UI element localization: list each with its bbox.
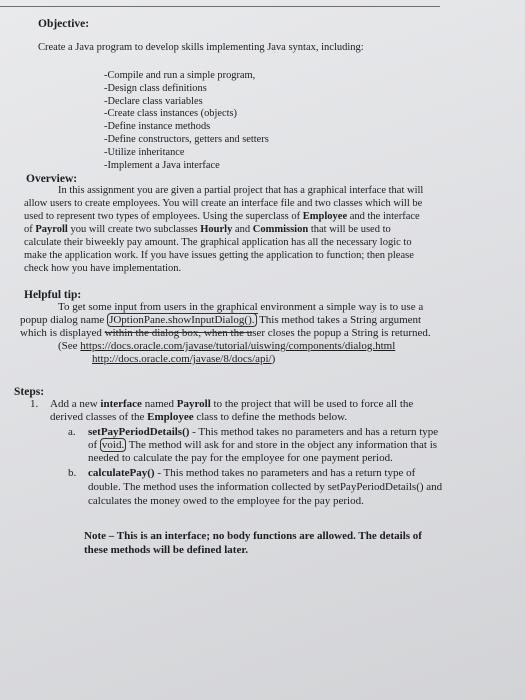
list-item: -Design class definitions	[104, 82, 207, 94]
list-item: -Define instance methods	[104, 121, 211, 133]
overview-line: of Payroll you will create two subclasses Hourly and Commission that will be used to	[24, 224, 391, 235]
step-line: derived classes of the Employee class to define the methods below.	[50, 411, 348, 423]
overview-line: In this assignment you are given a partial project that has a graphical interface that will	[58, 185, 424, 196]
tip-line: which is displayed within the dialog box, when the user closes the popup a String is returned.	[20, 327, 431, 339]
tip-line: popup dialog name JOptionPane.showInputDialog(). This method takes a String argument	[20, 314, 422, 326]
overview-line: make the application work. If you have issues getting the application to function; then please	[24, 250, 414, 261]
list-item: -Define constructors, getters and setters	[104, 133, 269, 145]
note-line: Note – This is an interface; no body functions are allowed. The details of	[84, 530, 422, 542]
oracle-dialog-link[interactable]: https://docs.oracle.com/javase/tutorial/uiswing/components/dialog.html	[80, 340, 396, 352]
sub-line: needed to calculate the pay for the employee for one payment period.	[88, 452, 393, 464]
sub-line: calculates the money owed to the employee for the pay period.	[88, 495, 364, 507]
step-line: Add a new interface named Payroll to the project that will be used to force all the	[50, 398, 414, 410]
tip-line: (See https://docs.oracle.com/javase/tutorial/uiswing/components/dialog.html	[58, 340, 396, 352]
list-item: -Compile and run a simple program,	[104, 70, 256, 81]
objective-intro: Create a Java program to develop skills implementing Java syntax, including:	[38, 42, 364, 53]
sub-marker: a.	[68, 426, 76, 438]
step-number: 1.	[30, 398, 39, 410]
list-item: -Utilize inheritance	[104, 146, 185, 158]
steps-heading: Steps:	[14, 386, 45, 398]
tip-line: To get some input from users in the graphical environment a simple way is to use a	[58, 301, 424, 313]
overview-line: check how you have implementation.	[24, 263, 182, 274]
tip-heading: Helpful tip:	[24, 289, 82, 301]
overview-line: calculate their biweekly pay amount. The graphical application has all the necessary logic to	[24, 237, 412, 248]
note-line: these methods will be defined later.	[84, 544, 248, 556]
objective-list	[104, 70, 269, 172]
sub-line: double. The method uses the information collected by setPayPeriodDetails() and	[88, 481, 443, 493]
method-name: JOptionPane.showInputDialog().	[109, 314, 255, 326]
overview-line: used to represent two types of employees. Using the superclass of Employee and the interface	[24, 211, 420, 222]
sub-line: setPayPeriodDetails() - This method takes no parameters and has a return type	[88, 426, 439, 438]
list-item: -Implement a Java interface	[104, 159, 220, 171]
sub-line: of void. The method will ask for and store in the object any information that is	[88, 439, 438, 451]
tip-line: http://docs.oracle.com/javase/8/docs/api/)	[92, 353, 276, 365]
oracle-api-link[interactable]: http://docs.oracle.com/javase/8/docs/api/	[92, 353, 272, 365]
sub-line: calculatePay() - This method takes no parameters and has a return type of	[88, 467, 416, 479]
sub-marker: b.	[68, 467, 77, 479]
list-item: -Create class instances (objects)	[104, 108, 238, 120]
objective-heading: Objective:	[38, 18, 90, 30]
overview-heading: Overview:	[26, 173, 78, 185]
top-rule	[0, 6, 440, 7]
list-item: -Declare class variables	[104, 95, 203, 107]
overview-line: allow users to create employees. You will create an interface file and two classes which will be	[24, 198, 423, 209]
